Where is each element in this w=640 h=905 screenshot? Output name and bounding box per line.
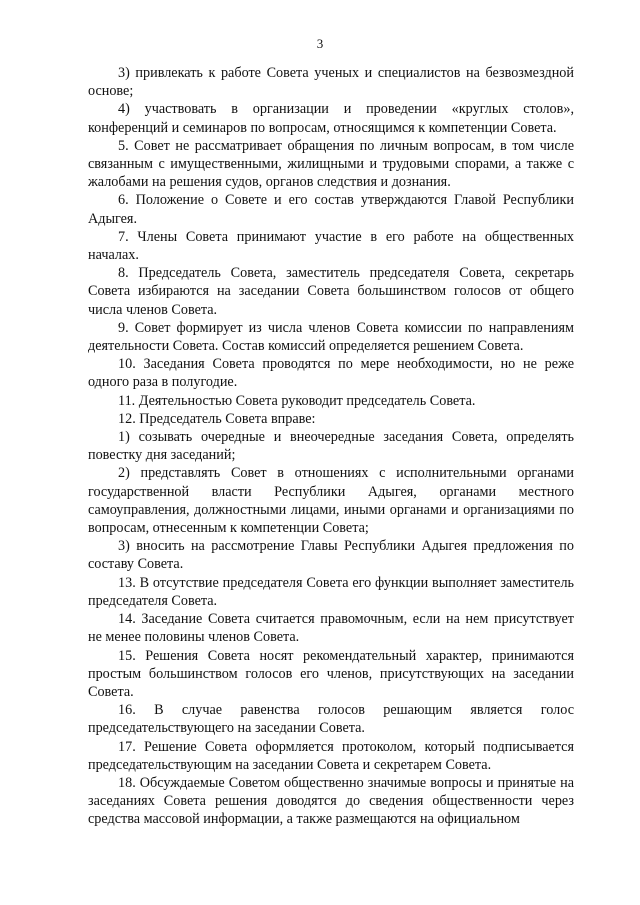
paragraph: 15. Решения Совета носят рекомендательный характер, принимаются простым большинством голосов его членов, присутствующих на заседании Совета.	[88, 647, 574, 700]
paragraph: 7. Члены Совета принимают участие в его работе на общественных началах.	[88, 228, 574, 264]
page-number: 3	[316, 36, 324, 51]
paragraph: 2) представлять Совет в отношениях с исполнительными органами государственной власти Республики Адыгея, органами местного самоуправления, должностными лицами, иными органами и организациями по вопросам, отнесенным к компетенции Совета;	[88, 465, 574, 537]
paragraph: 11. Деятельностью Совета руководит председатель Совета.	[118, 392, 476, 409]
paragraph: 12. Председатель Совета вправе:	[118, 410, 316, 427]
paragraph: 16. В случае равенства голосов решающим является голос председательствующего на заседании Совета.	[88, 702, 574, 737]
document-body	[88, 64, 574, 829]
paragraph: 3) привлекать к работе Совета ученых и специалистов на безвозмездной основе;	[88, 65, 574, 100]
paragraph: 8. Председатель Совета, заместитель председателя Совета, секретарь Совета избираются на заседании Совета большинством голосов от общего числа членов Совета.	[88, 265, 574, 318]
paragraph: 18. Обсуждаемые Советом общественно значимые вопросы и принятые на заседаниях Совета решения доводятся до сведения общественности через средства массовой информации, а также размещаются на официальном	[88, 774, 574, 828]
paragraph: 17. Решение Совета оформляется протоколом, который подписывается председательствующим на заседании Совета и секретарем Совета.	[88, 738, 574, 773]
paragraph: 4) участвовать в организации и проведении «круглых столов», конференций и семинаров по вопросам, относящимся к компетенции Совета.	[88, 101, 574, 136]
paragraph: 9. Совет формирует из числа членов Совета комиссии по направлениям деятельности Совета. Состав комиссий определяется решением Совета.	[88, 319, 574, 355]
paragraph: 1) созывать очередные и внеочередные заседания Совета, определять повестку дня заседаний;	[88, 429, 574, 464]
paragraph: 6. Положение о Совете и его состав утверждаются Главой Республики Адыгея.	[88, 192, 574, 227]
paragraph: 14. Заседание Совета считается правомочным, если на нем присутствует не менее половины членов Совета.	[88, 611, 574, 646]
paragraph: 10. Заседания Совета проводятся по мере необходимости, но не реже одного раза в полугодие.	[88, 356, 574, 391]
paragraph: 13. В отсутствие председателя Совета его функции выполняет заместитель председателя Совета.	[88, 574, 574, 609]
paragraph: 3) вносить на рассмотрение Главы Республики Адыгея предложения по составу Совета.	[88, 538, 574, 573]
paragraph: 5. Совет не рассматривает обращения по личным вопросам, в том числе связанным с имущественными, жилищными и трудовыми спорами, а также с жалобами на решения судов, органов следствия и дознания.	[88, 137, 574, 191]
